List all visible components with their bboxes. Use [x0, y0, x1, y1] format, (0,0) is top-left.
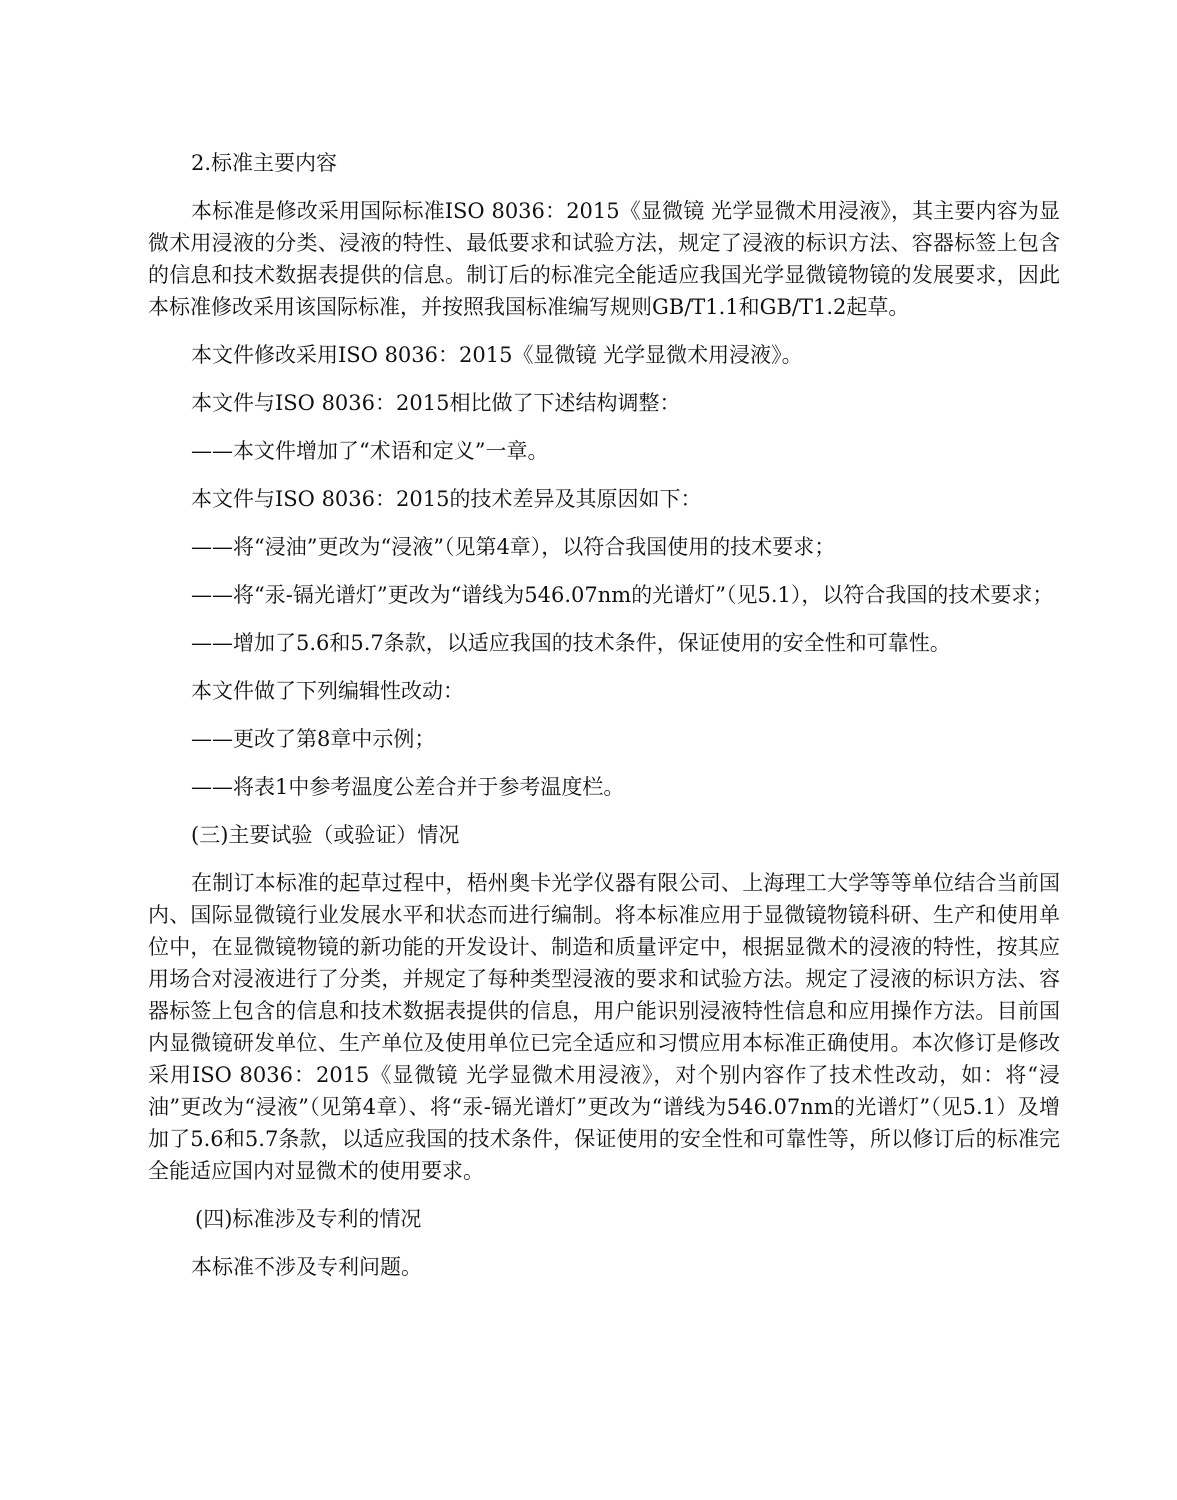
paragraph-adoption-statement: 本文件修改采用ISO 8036：2015《显微镜 光学显微术用浸液》。: [191, 343, 803, 367]
paragraph-structure-changes-intro: 本文件与ISO 8036：2015相比做了下述结构调整：: [191, 391, 681, 415]
list-item-technical-difference: ——将“汞-镉光谱灯”更改为“谱线为546.07nm的光谱灯”（见5.1），以符合我国的技术要求；: [191, 583, 1054, 607]
list-item-editorial-change: ——将表1中参考温度公差合并于参考温度栏。: [191, 775, 625, 799]
list-item-technical-difference: ——将“浸油”更改为“浸液”（见第4章），以符合我国使用的技术要求；: [191, 535, 836, 559]
paragraph-technical-differences-intro: 本文件与ISO 8036：2015的技术差异及其原因如下：: [191, 487, 702, 511]
paragraph-standard-overview: 本标准是修改采用国际标准ISO 8036：2015《显微镜 光学显微术用浸液》，其主要内容为显微术用浸液的分类、浸液的特性、最低要求和试验方法，规定了浸液的标识方法、容器标签上包含的信息和技术数据表提供的信息。制订后的标准完全能适应我国光学显微镜物镜的发展要求，因此本标准修改采用该国际标准，并按照我国标准编写规则GB/T1.1和GB/T1.2起草。: [148, 199, 1060, 319]
heading-standard-main-content: 2.标准主要内容: [191, 151, 338, 175]
heading-main-tests: (三)主要试验（或验证）情况: [191, 823, 460, 847]
document-page: [148, 147, 1060, 1283]
list-item-technical-difference: ——增加了5.6和5.7条款，以适应我国的技术条件，保证使用的安全性和可靠性。: [191, 631, 951, 655]
paragraph-test-verification: 在制订本标准的起草过程中，梧州奥卡光学仪器有限公司、上海理工大学等等单位结合当前国内、国际显微镜行业发展水平和状态而进行编制。将本标准应用于显微镜物镜科研、生产和使用单位中，在显微镜物镜的新功能的开发设计、制造和质量评定中，根据显微术的浸液的特性，按其应用场合对浸液进行了分类，并规定了每种类型浸液的要求和试验方法。规定了浸液的标识方法、容器标签上包含的信息和技术数据表提供的信息，用户能识别浸液特性信息和应用操作方法。目前国内显微镜研发单位、生产单位及使用单位已完全适应和习惯应用本标准正确使用。本次修订是修改采用ISO 8036：2015《显微镜 光学显微术用浸液》，对个别内容作了技术性改动，如：将“浸油”更改为“浸液”（见第4章）、将“汞-镉光谱灯”更改为“谱线为546.07nm的光谱灯”（见5.1）及增加了5.6和5.7条款，以适应我国的技术条件，保证使用的安全性和可靠性等，所以修订后的标准完全能适应国内对显微术的使用要求。: [148, 871, 1060, 1183]
heading-patents: (四)标准涉及专利的情况: [195, 1207, 422, 1231]
paragraph-editorial-changes-intro: 本文件做了下列编辑性改动：: [191, 679, 464, 703]
list-item-structure-change: ——本文件增加了“术语和定义”一章。: [191, 439, 549, 463]
paragraph-patent-statement: 本标准不涉及专利问题。: [191, 1255, 422, 1279]
list-item-editorial-change: ——更改了第8章中示例；: [191, 727, 436, 751]
